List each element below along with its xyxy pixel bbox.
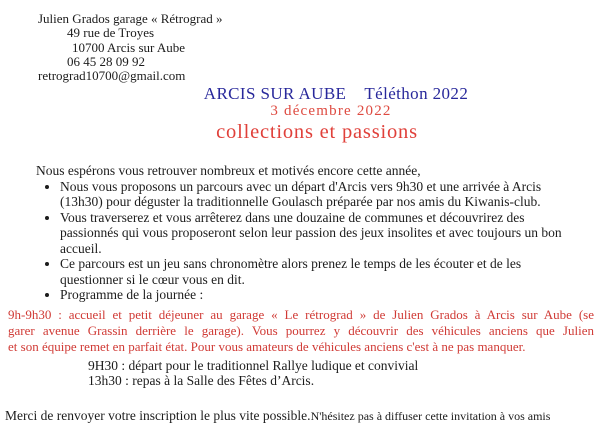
program-detail-line: 9h-9h30 : accueil et petit déjeuner au garage « Le rétrograd » de Julien Grados à Arcis sur Aube (se <box>8 306 594 322</box>
bullet-item-parcours: • Nous vous proposons un parcours avec un départ d'Arcis vers 9h30 et une arrivée à Arcis (13h30) pour déguster la traditionnelle Goulasch préparée par nos amis du Kiwanis-club. <box>60 179 583 210</box>
bullet-item-programme: • Programme de la journée : <box>60 287 583 303</box>
sender-city: 10700 Arcis sur Aube <box>72 39 186 55</box>
program-detail-paragraph <box>8 307 594 355</box>
event-city: ARCIS SUR AUBE <box>203 84 347 104</box>
sender-address-block <box>0 12 600 83</box>
footer-note-text: N'hésitez pas à diffuser cette invitation à vos amis <box>310 408 551 423</box>
schedule-item-depart: 9H30 : départ pour le traditionnel Rallye ludique et convivial <box>88 357 419 373</box>
footer-main-text: Merci de renvoyer votre inscription le plus vite possible. <box>5 407 311 423</box>
bullet-list <box>0 179 583 303</box>
event-subtitle: collections et passions <box>216 121 418 144</box>
event-date: 3 décembre 2022 <box>270 103 392 120</box>
bullet-item-communes: • Vous traverserez et vous arrêterez dans une douzaine de communes et découvrirez des passionnés qui vous proposeront selon leur passion des jeux insolites et avec toujours un bon accueil. <box>60 210 583 257</box>
program-detail-line: garer avenue Grassin derrière le garage). Vous pourrez y découvrir des véhicules anciens que Julien <box>8 322 594 338</box>
footer-line <box>5 408 600 424</box>
sender-email: retrograd10700@gmail.com <box>38 68 186 84</box>
intro-paragraph: Nous espérons vous retrouver nombreux et motivés encore cette année, <box>36 163 421 179</box>
sender-name: Julien Grados garage « Rétrograd » <box>38 11 223 26</box>
program-detail-line: et son équipe remet en parfait état. Pour vous amateurs de véhicules anciens c'est à ne pas manquer. <box>8 338 526 354</box>
sender-phone: 06 45 28 09 92 <box>67 53 145 69</box>
sender-street: 49 rue de Troyes <box>67 25 155 41</box>
schedule-block <box>88 358 600 389</box>
event-name: Téléthon 2022 <box>364 84 469 104</box>
bullet-item-jeu: • Ce parcours est un jeu sans chronomètre alors prenez le temps de les écouter et de les questionner si le cœur vous en dit. <box>60 256 583 287</box>
schedule-item-repas: 13h30 : repas à la Salle des Fêtes d’Arcis. <box>88 373 315 389</box>
event-title-line <box>0 84 600 103</box>
